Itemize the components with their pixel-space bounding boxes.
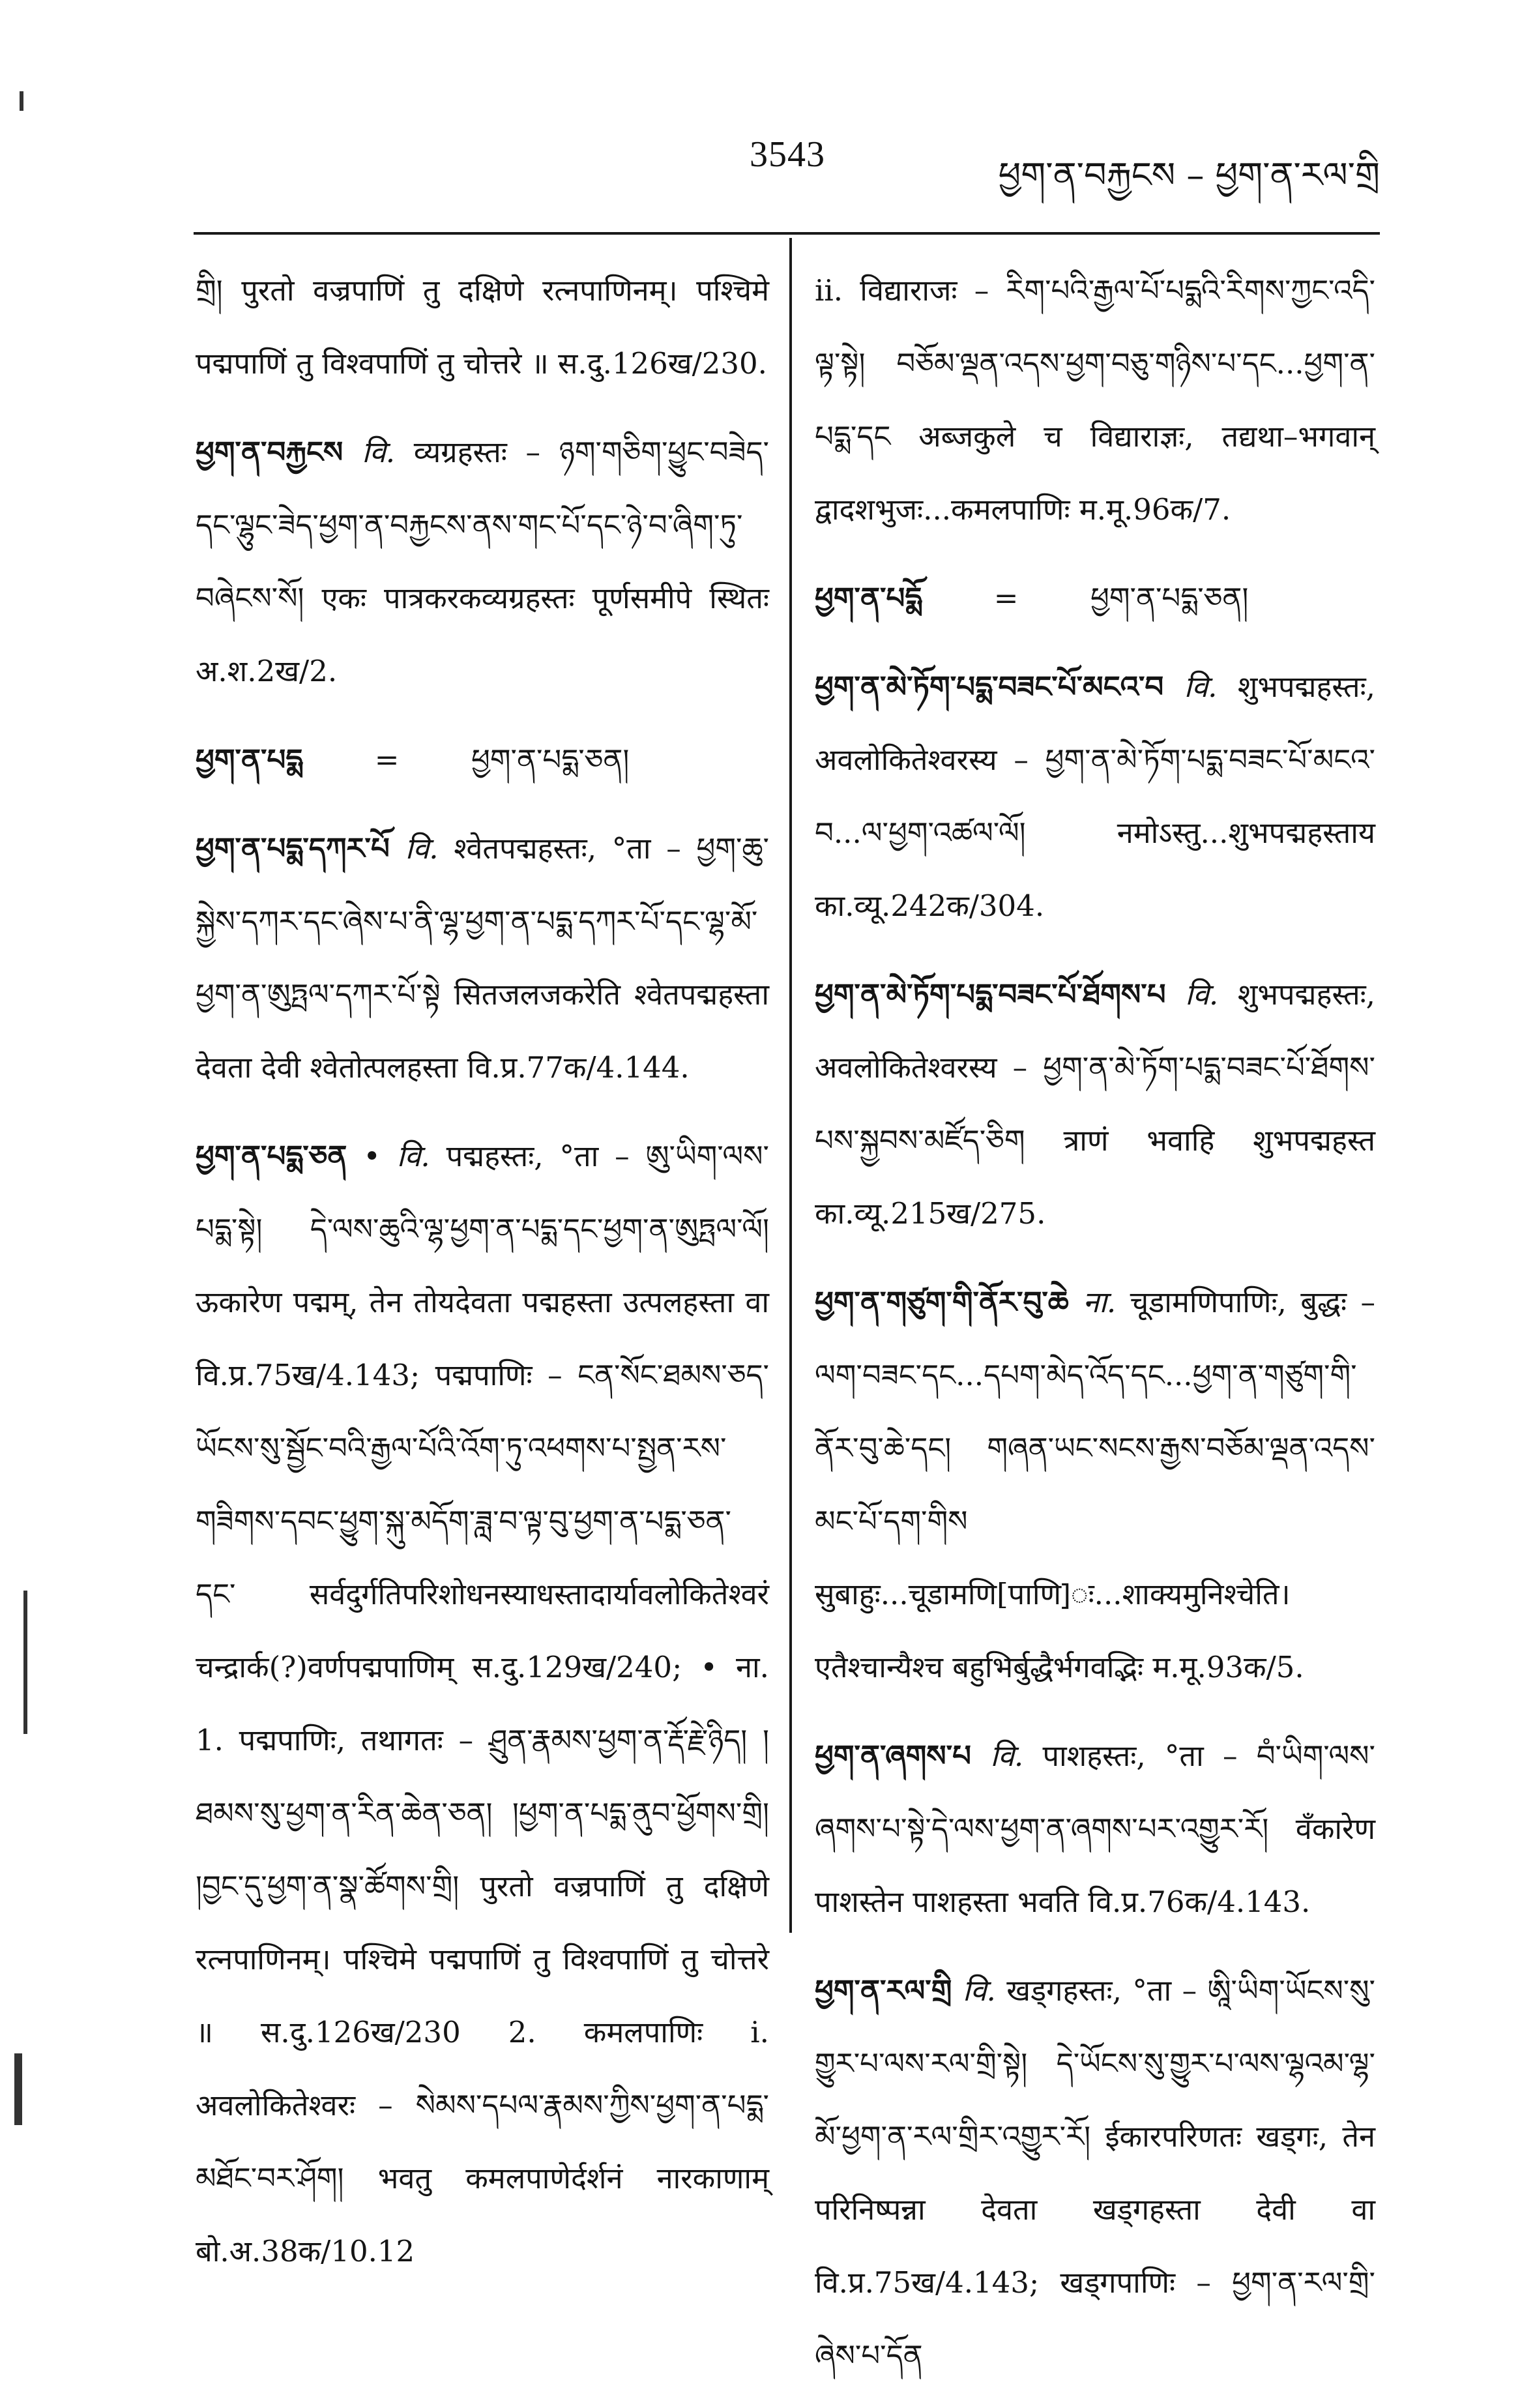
entry-grammar-tag: वि. <box>1184 669 1218 704</box>
dictionary-cross-reference <box>196 724 769 797</box>
entry-body: पद्महस्तः, °ता – ཨུ་ཡིག་ལས་པདྨ་སྟེ། དེ་ལས་ཆུའི་ལྷ་ཕྱག་ན་པདྨ་དང་ཕྱག་ན་ཨུཏྤལ་ལོ། ऊकारेण पद्मम्, तेन तोयदेवता पद्महस्ता उत्पलहस्ता वा वि.प्र.75ख/4.143; पद्मपाणिः – ངན་སོང་ཐམས་ཅད་ཡོངས་སུ་སྦྱོང་བའི་རྒྱལ་པོའི་འོག་ཏུ་འཕགས་པ་སྤྱན་རས་གཟིགས་དབང་ཕྱུག་སྐུ་མདོག་ཟླ་བ་ལྟ་བུ་ཕྱག་ན་པདྨ་ཅན་དང་ सर्वदुर्गतिपरिशोधनस्याधस्तादार्यावलोकितेश्वरं चन्द्रार्क(?)वर्णपद्मपाणिम् स.दु.129ख/240; • ना. 1. पद्मपाणिः, तथागतः – ཤྲུན་རྣམས་ཕྱག་ན་རྡོ་རྗེ་ཉིད། །ཐམས་སུ་ཕྱག་ན་རིན་ཆེན་ཅན། །ཕྱག་ན་པདྨ་ནུབ་ཕྱོགས་གྲི། །བྱང་དུ་ཕྱག་ན་སྣ་ཚོགས་གྲི། पुरतो वज्रपाणिं तु दक्षिणे रत्नपाणिनम्। पश्चिमे पद्मपाणिं तु विश्वपाणिं तु चोत्तरे ॥ स.दु.126ख/230 2. कमलपाणिः i. अवलोकितेश्वरः – སེམས་དཔལ་རྣམས་ཀྱིས་ཕྱག་ན་པདྨ་མཐོང་བར་ཤོག། भवतु कमलपाणेर्दर्शनं नारकाणाम् बो.अ.38क/10.12 <box>196 1139 769 2269</box>
cross-reference-target: ཕྱག་ན་པདྨ་ཅན། <box>1090 581 1249 615</box>
entry-body: शुभपद्महस्तः, अवलोकितेश्वरस्य – ཕྱག་ན་མེ་ཏོག་པདྨ་བཟང་པོ་མངའ་བ...ལ་ཕྱག་འཚལ་ལོ། नमोऽस्तु...शुभपद्महस्ताय का.व्यू.242क/304. <box>815 669 1375 923</box>
entry-body: शुभपद्महस्तः, अवलोकितेश्वरस्य – ཕྱག་ན་མེ་ཏོག་པདྨ་བཟང་པོ་ཐོགས་པས་སྐྱབས་མཛོད་ཅིག त्राणं भवाहि शुभपद्महस्त का.व्यू.215ख/275. <box>815 977 1375 1231</box>
entry-body: श्वेतपद्महस्तः, °ता – ཕྱག་ཆུ་སྐྱེས་དཀར་དང་ཞེས་པ་ནི་ལྷ་ཕྱག་ན་པདྨ་དཀར་པོ་དང་ལྷ་མོ་ཕྱག་ན་ཨུཏྤལ་དཀར་པོ་སྟེ सितजलजकरेति श्वेतपद्महस्ता देवता देवी श्वेतोत्पलहस्ता वि.प्र.77क/4.144. <box>196 831 769 1085</box>
entry-grammar-tag: वि. <box>405 831 439 866</box>
margin-mark-1 <box>20 91 23 111</box>
dictionary-entry <box>196 1120 769 2288</box>
equals-sign: = <box>374 742 400 777</box>
dictionary-entry <box>196 812 769 1104</box>
entry-headword: ཕྱག་ན་ཞགས་པ <box>815 1739 971 1773</box>
entry-grammar-tag: वि. <box>362 435 396 469</box>
entry-body: खड्गहस्तः, °ता – ཨཱི་ཡིག་ཡོངས་སུ་གྱུར་པ་ལས་རལ་གྲི་སྟེ། དེ་ཡོངས་སུ་གྱུར་པ་ལས་ལྷའམ་ལྷ་མོ་ཕྱག་ན་རལ་གྲིར་འགྱུར་རོ། ईकारपरिणतः खड्गः, तेन परिनिष्पन्ना देवता खड्गहस्ता देवी वा वि.प्र.75ख/4.143; खड्गपाणिः – ཕྱག་ན་རལ་གྲི་ཞེས་པ་དོན <box>815 1973 1375 2373</box>
right-column <box>815 254 1375 2408</box>
entry-grammar-tag: वि. <box>1185 977 1219 1012</box>
page-number: 3543 <box>750 134 825 175</box>
running-head: ཕྱག་ན་བརྐྱངས – ཕྱག་ན་རལ་གྲི <box>998 154 1380 196</box>
margin-mark-3 <box>14 2053 22 2125</box>
right-continuation <box>815 254 1375 546</box>
dictionary-entry <box>815 651 1375 943</box>
entry-headword: ཕྱག་ན་མེ་ཏོག་པདྨ་བཟང་པོ་ཐོགས་པ <box>815 977 1166 1012</box>
column-divider <box>789 238 792 1933</box>
left-continuation-text: གྲི། पुरतो वज्रपाणिं तु दक्षिणे रत्नपाणिनम्। पश्चिमे पद्मपाणिं तु विश्वपाणिं तु चोत्तरे ॥ स.दु.126ख/230. <box>196 273 769 381</box>
cross-reference-target: ཕྱག་ན་པདྨ་ཅན། <box>471 742 630 777</box>
entry-grammar-tag: ना. <box>1083 1285 1117 1319</box>
header-rule <box>194 232 1380 235</box>
entry-headword: ཕྱག་ན་པདྨ་དཀར་པོ <box>196 831 390 866</box>
entry-headword: ཕྱག་ན་རལ་གྲི <box>815 1973 952 2008</box>
entry-headword: ཕྱག་ན་པདྨ <box>196 742 303 777</box>
dictionary-entry <box>815 1954 1375 2392</box>
right-continuation-text: ii. विद्याराजः – རིག་པའི་རྒྱལ་པོ་པདྨའི་རིགས་ཀྱང་འདི་ལྟ་སྟེ། བཅོམ་ལྡན་འདས་ཕྱག་བཅུ་གཉིས་པ་དང...ཕྱག་ན་པདྨ་དང अब्जकुले च विद्याराज्ञः, तद्यथा–भगवान् द्वादशभुजः...कमलपाणिः म.मू.96क/7. <box>815 273 1375 527</box>
entry-headword: ཕྱག་ན་གཙུག་གི་ནོར་བུ་ཆེ <box>815 1285 1069 1319</box>
equals-sign: = <box>993 581 1019 615</box>
dictionary-cross-reference <box>815 562 1375 635</box>
left-column <box>196 254 769 2304</box>
dictionary-entry <box>815 1266 1375 1704</box>
dictionary-entry <box>196 416 769 708</box>
margin-mark-2 <box>23 1591 27 1734</box>
entry-headword: ཕྱག་ན་མེ་ཏོག་པདྨ་བཟང་པོ་མངའ་བ <box>815 669 1164 704</box>
entry-body: पाशहस्तः, °ता – བཾ་ཡིག་ལས་ཞགས་པ་སྟེ་དེ་ལས་ཕྱག་ན་ཞགས་པར་འགྱུར་རོ། वँकारेण पाशस्तेन पाशहस्ता भवति वि.प्र.76क/4.143. <box>815 1739 1376 1919</box>
entry-grammar-tag: वि. <box>962 1973 996 2008</box>
entry-grammar-tag: • वि. <box>363 1139 430 1173</box>
entry-body: चूडामणिपाणिः, बुद्धः – ལག་བཟང་དང...དཔག་མེད་འོད་དང...ཕྱག་ན་གཙུག་གི་ནོར་བུ་ཆེ་དང། གཞན་ཡང་སངས་རྒྱས་བཅོམ་ལྡན་འདས་མང་པོ་དག་གིས सुबाहुः...चूडामणि[पाणि]ः...शाक्यमुनिश्चेति। एतैश्चान्यैश्च बहुभिर्बुद्धैर्भगवद्भिः म.मू.93क/5. <box>815 1285 1375 1684</box>
entry-body: व्यग्रहस्तः – ཉག་གཅིག་ཕྱུང་བཟེད་དང་ལྷུང་ཟེད་ཕྱག་ན་བརྐྱངས་ནས་གང་པོ་དང་ཉེ་བ་ཞིག་ཏུ་བཞེངས་སོ། एकः पात्रकरकव्यग्रहस्तः पूर्णसमीपे स्थितः अ.श.2ख/2. <box>196 435 769 688</box>
entry-grammar-tag: वि. <box>990 1739 1024 1773</box>
entry-headword: ཕྱག་ན་པདྨོ <box>815 581 922 615</box>
entry-headword: ཕྱག་ན་པདྨ་ཅན <box>196 1139 347 1173</box>
entry-headword: ཕྱག་ན་བརྐྱངས <box>196 435 343 469</box>
dictionary-entry <box>815 1720 1375 1939</box>
dictionary-entry <box>815 958 1375 1250</box>
left-continuation <box>196 254 769 400</box>
